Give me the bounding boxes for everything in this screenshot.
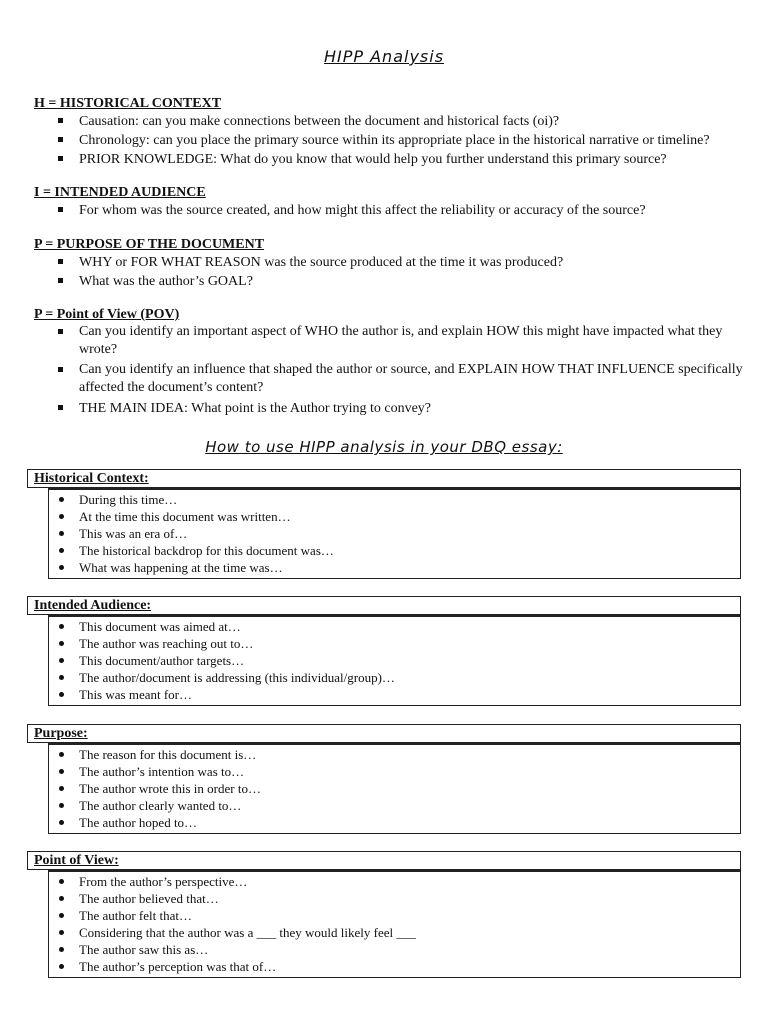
list-item: The author’s intention was to… bbox=[49, 763, 740, 780]
list-item: The author felt that… bbox=[49, 907, 740, 924]
list-item: Considering that the author was a ___ they would likely feel ___ bbox=[49, 924, 740, 941]
list-item: The author wrote this in order to… bbox=[49, 780, 740, 797]
section-heading: P = Point of View (POV) bbox=[34, 307, 180, 322]
list-item: This document was aimed at… bbox=[49, 618, 740, 635]
list-item: WHY or FOR WHAT REASON was the source produced at the time it was produced? bbox=[34, 253, 744, 272]
phrase-box-historical-context bbox=[27, 469, 741, 579]
list-item: This document/author targets… bbox=[49, 652, 740, 669]
box-heading: Historical Context: bbox=[27, 469, 741, 488]
list-item: The author saw this as… bbox=[49, 941, 740, 958]
page-title: HIPP Analysis bbox=[323, 47, 445, 66]
box-body bbox=[48, 743, 741, 834]
list-item: The author clearly wanted to… bbox=[49, 797, 740, 814]
list-item: Can you identify an influence that shaped the author or source, and EXPLAIN HOW THAT INFLUENCE specifically affected the document’s content? bbox=[34, 361, 744, 397]
list-item: This was meant for… bbox=[49, 686, 740, 703]
phrase-list bbox=[49, 746, 740, 831]
list-item: The author/document is addressing (this individual/group)… bbox=[49, 669, 740, 686]
bullet-list bbox=[34, 253, 744, 291]
section-purpose bbox=[34, 236, 744, 291]
list-item: From the author’s perspective… bbox=[49, 873, 740, 890]
list-item: What was happening at the time was… bbox=[49, 559, 740, 576]
phrase-list bbox=[49, 873, 740, 975]
list-item: The author was reaching out to… bbox=[49, 635, 740, 652]
section-historical-context bbox=[34, 95, 744, 169]
bullet-list bbox=[34, 201, 744, 220]
box-heading: Purpose: bbox=[27, 724, 741, 743]
box-heading: Point of View: bbox=[27, 851, 741, 870]
section-heading: P = PURPOSE OF THE DOCUMENT bbox=[34, 237, 265, 252]
phrase-box-point-of-view bbox=[27, 851, 741, 978]
list-item: What was the author’s GOAL? bbox=[34, 272, 744, 291]
list-item: This was an era of… bbox=[49, 525, 740, 542]
box-body bbox=[48, 870, 741, 978]
box-body bbox=[48, 488, 741, 579]
section-point-of-view bbox=[34, 306, 744, 418]
phrase-list bbox=[49, 491, 740, 576]
box-body bbox=[48, 615, 741, 706]
bullet-list bbox=[34, 112, 744, 169]
list-item: The author hoped to… bbox=[49, 814, 740, 831]
page-subtitle: How to use HIPP analysis in your DBQ essay: bbox=[205, 438, 563, 456]
list-item: Can you identify an important aspect of WHO the author is, and explain HOW this might have impacted what they wrote? bbox=[34, 323, 744, 359]
phrase-box-intended-audience bbox=[27, 596, 741, 706]
list-item: The author believed that… bbox=[49, 890, 740, 907]
bullet-list bbox=[34, 323, 744, 418]
list-item: Chronology: can you place the primary source within its appropriate place in the historical narrative or timeline? bbox=[34, 131, 744, 150]
phrase-box-purpose bbox=[27, 724, 741, 834]
section-intended-audience bbox=[34, 184, 744, 220]
section-heading: I = INTENDED AUDIENCE bbox=[34, 185, 206, 200]
list-item: The historical backdrop for this document was… bbox=[49, 542, 740, 559]
list-item: The reason for this document is… bbox=[49, 746, 740, 763]
list-item: For whom was the source created, and how might this affect the reliability or accuracy of the source? bbox=[34, 201, 744, 220]
phrase-list bbox=[49, 618, 740, 703]
list-item: Causation: can you make connections between the document and historical facts (oi)? bbox=[34, 112, 744, 131]
box-heading: Intended Audience: bbox=[27, 596, 741, 615]
list-item: The author’s perception was that of… bbox=[49, 958, 740, 975]
list-item: PRIOR KNOWLEDGE: What do you know that would help you further understand this primary source? bbox=[34, 150, 744, 169]
list-item: At the time this document was written… bbox=[49, 508, 740, 525]
section-heading: H = HISTORICAL CONTEXT bbox=[34, 96, 222, 111]
list-item: THE MAIN IDEA: What point is the Author trying to convey? bbox=[34, 399, 744, 418]
list-item: During this time… bbox=[49, 491, 740, 508]
